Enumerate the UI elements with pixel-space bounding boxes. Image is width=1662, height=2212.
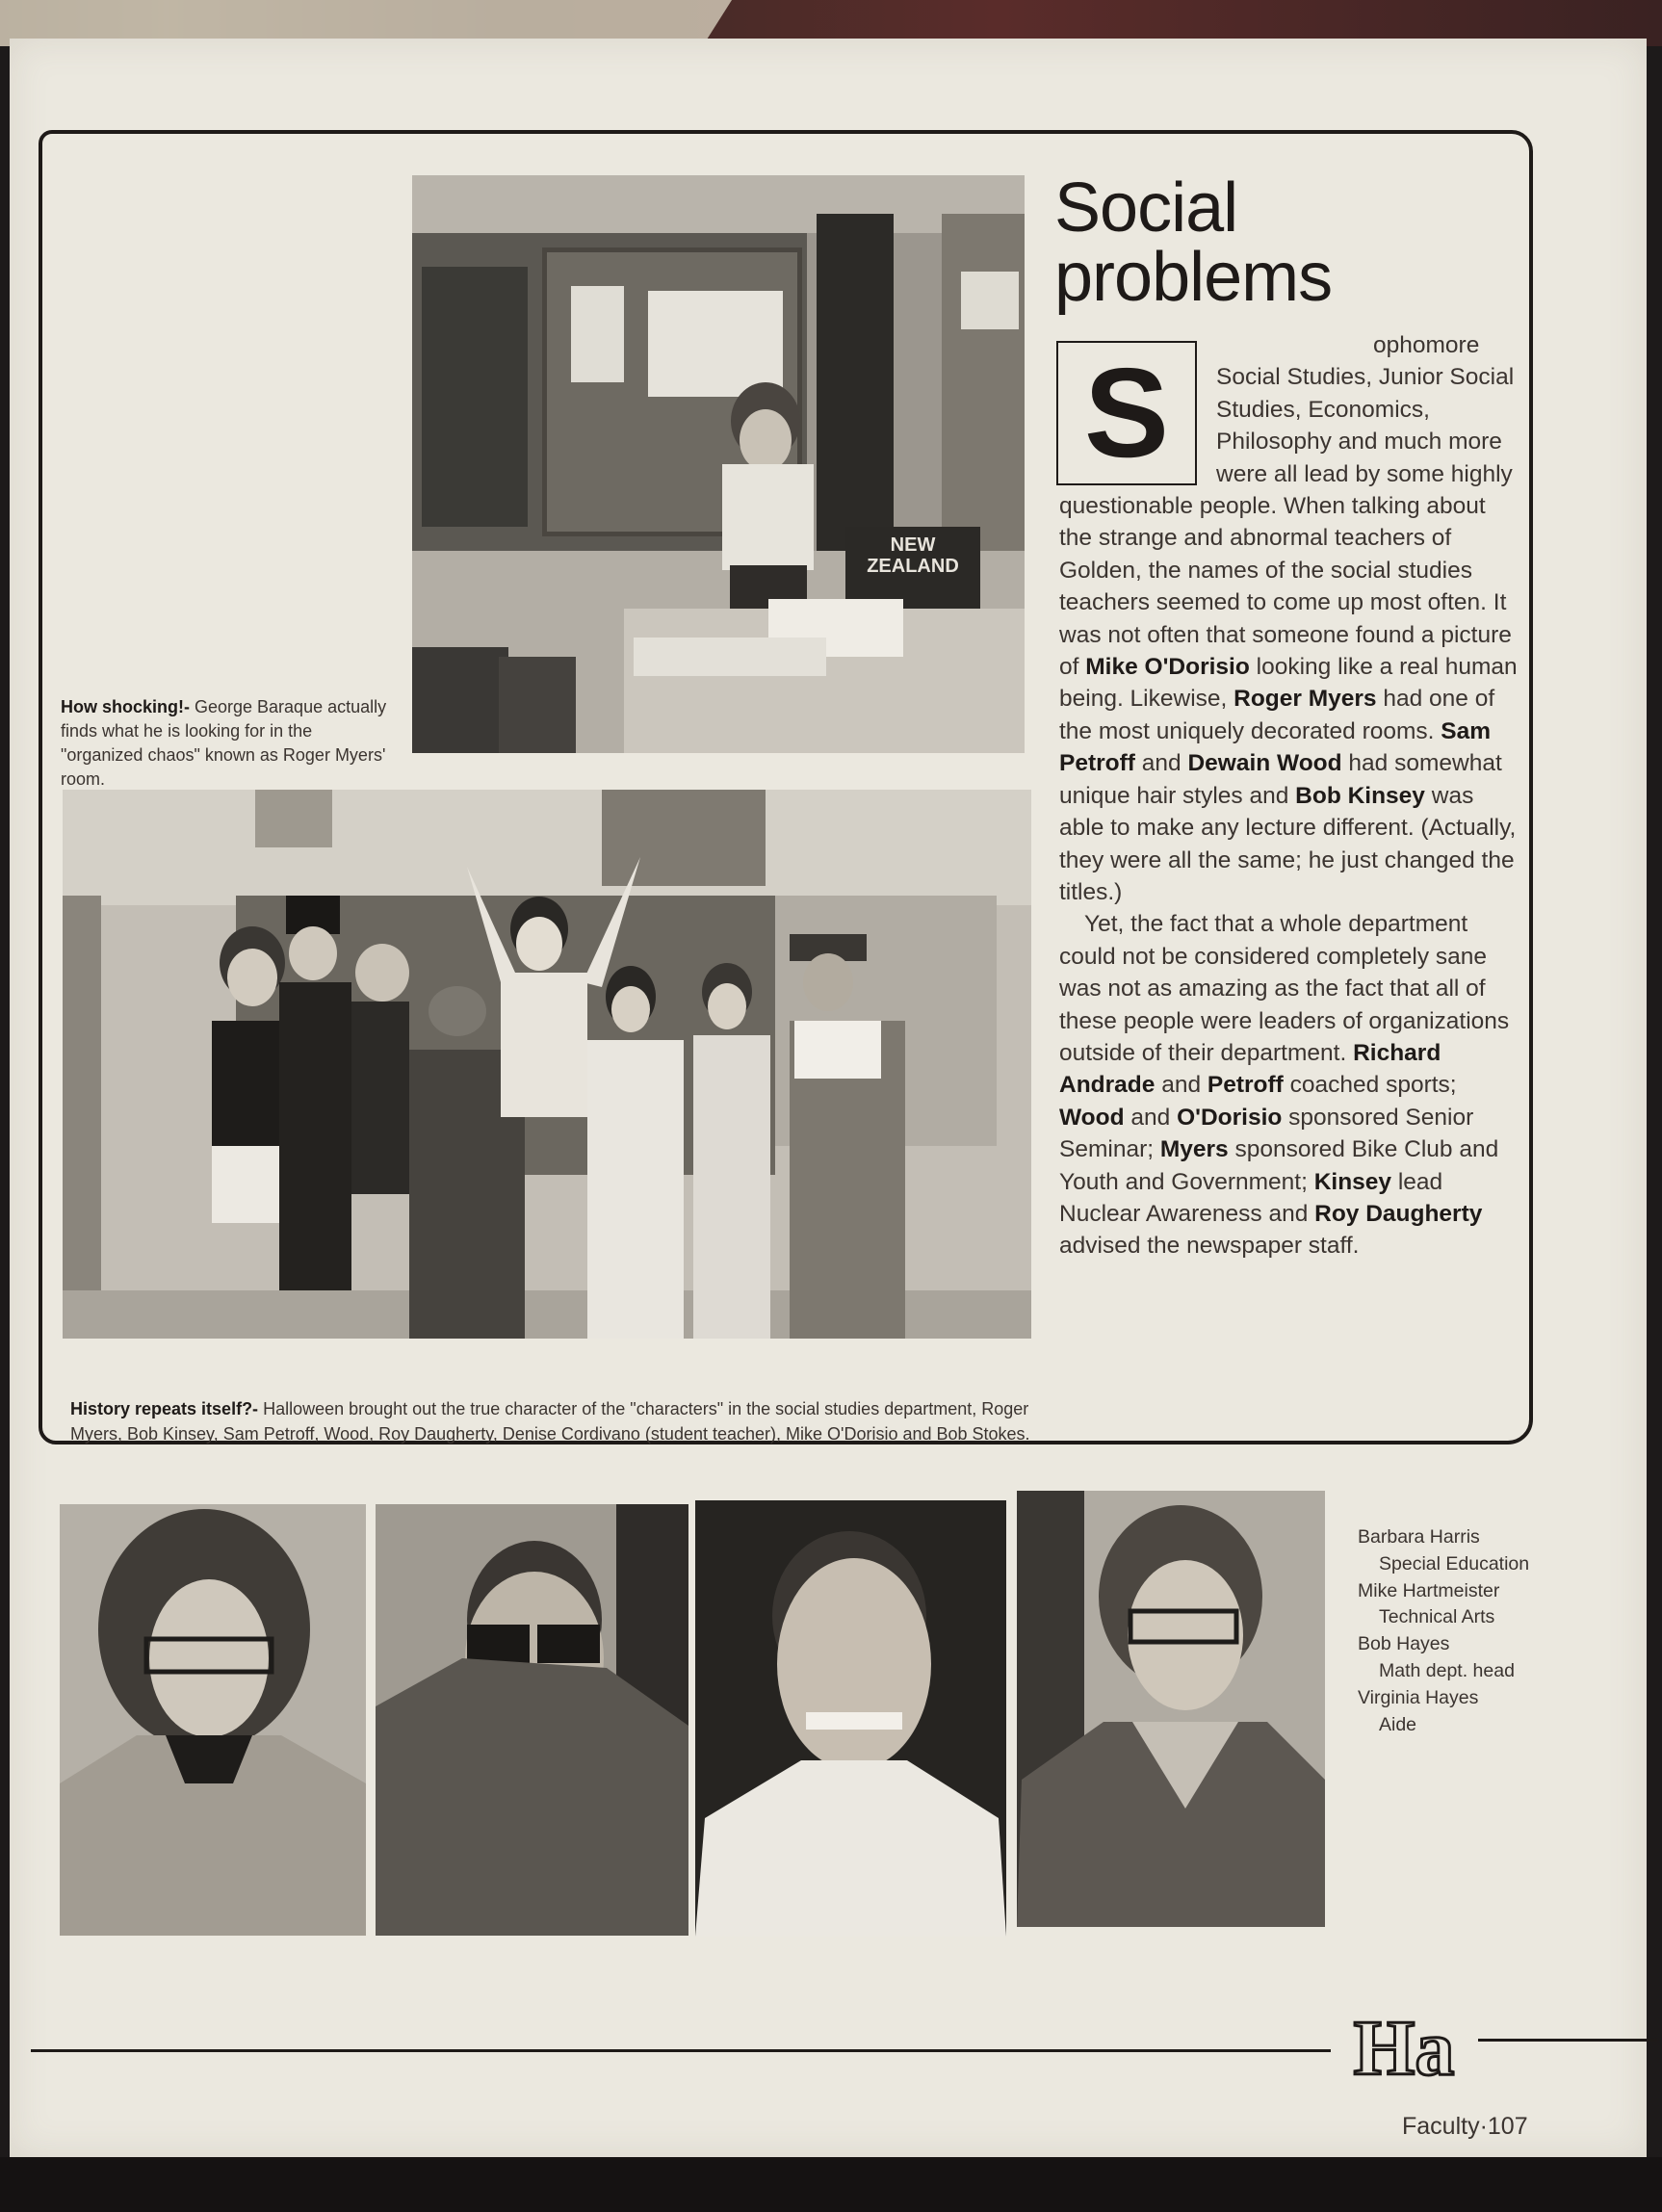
footer-rule: [31, 2049, 1331, 2052]
section-logo-ha: [1327, 2003, 1481, 2092]
portrait-name: Mike Hartmeister: [1358, 1579, 1500, 1601]
article-text: and: [1124, 1104, 1178, 1131]
article-text: sponsored Bike Club and Youth and Government;: [1059, 1136, 1499, 1195]
footer-rule-right: [1478, 2039, 1657, 2042]
drop-cap: S: [1056, 341, 1197, 485]
article-text: advised the newspaper staff.: [1059, 1233, 1360, 1260]
portrait-role: Aide: [1379, 1713, 1417, 1735]
article-text: Yet, the fact that a whole department could not be considered completely sane was not as amazing as the fact that all of these people were leaders of organizations outside of their department.: [1059, 911, 1510, 1066]
portrait-bob-hayes: [695, 1500, 1006, 1937]
caption-lead: How shocking!-: [61, 697, 190, 716]
svg-text:Ha: Ha: [1353, 2004, 1455, 2092]
name-bold: O'Dorisio: [1177, 1104, 1283, 1131]
halloween-caption: [70, 1396, 1043, 1446]
portrait-mike-hartmeister: [376, 1504, 688, 1936]
name-bold: Mike O'Dorisio: [1085, 654, 1250, 681]
article-text: had somewhat unique hair styles and: [1059, 750, 1502, 809]
name-bold: Wood: [1059, 1104, 1125, 1131]
classroom-photo: [412, 175, 1025, 753]
portrait-role: Technical Arts: [1379, 1606, 1495, 1628]
article-text: had one of the most uniquely decorated rooms.: [1059, 686, 1495, 744]
name-bold: Bob Kinsey: [1295, 782, 1425, 809]
article-paragraph-2: [1059, 908, 1521, 1262]
name-bold: Roy Daugherty: [1314, 1200, 1483, 1227]
svg-text:NEW: NEW: [890, 534, 936, 556]
svg-text:ZEALAND: ZEALAND: [867, 556, 959, 577]
article-text: ophomore Social Studies, Junior Social Studies, Economics, Philosophy and much more were all lead by some highly questionable people. When talking about the strange and abnormal teachers of Golden, the names of the social studies teachers seemed to come up most often. It was not often that someone found a picture of: [1059, 332, 1515, 681]
caption-text: George Baraque actually finds what he is looking for in the "organized chaos" known as Roger Myers' room.: [61, 697, 387, 789]
page-folio: Faculty·107: [1402, 2113, 1528, 2140]
halloween-group-photo: [63, 790, 1031, 1339]
article-text: and: [1155, 1072, 1208, 1099]
article-text: lead Nuclear Awareness and: [1059, 1168, 1443, 1227]
article-text: was able to make any lecture different. (Actually, they were all the same; he just changed the titles.): [1059, 782, 1517, 905]
name-bold: Myers: [1159, 1136, 1229, 1163]
yearbook-page: [10, 39, 1647, 2157]
background-bottom: [0, 2157, 1662, 2212]
portrait-name: Barbara Harris: [1358, 1526, 1480, 1548]
portrait-barbara-harris: [60, 1504, 366, 1936]
portrait-name: Virginia Hayes: [1358, 1686, 1479, 1708]
portrait-names: [1358, 1524, 1589, 1738]
article-text: coached sports;: [1283, 1072, 1457, 1099]
name-bold: Roger Myers: [1234, 686, 1377, 713]
caption-text: Halloween brought out the true character of the "characters" in the social studies department, Roger Myers, Bob Kinsey, Sam Petroff, Wood, Roy Daugherty, Denise Cordivano (student teacher), Mike O'Dorisio and Bob Stokes.: [70, 1399, 1030, 1444]
article-paragraph-1: [1059, 329, 1521, 908]
name-bold: Richard Andrade: [1059, 1039, 1441, 1099]
name-bold: Petroff: [1207, 1072, 1284, 1099]
portrait-name: Bob Hayes: [1358, 1633, 1450, 1655]
article-body: [1059, 329, 1521, 1262]
article-title: Social problems: [1054, 169, 1333, 316]
name-bold: Kinsey: [1313, 1168, 1392, 1195]
caption-lead: History repeats itself?-: [70, 1399, 259, 1418]
name-bold: Sam Petroff: [1059, 717, 1492, 777]
article-text: and: [1134, 750, 1188, 777]
name-bold: Dewain Wood: [1187, 750, 1342, 777]
portrait-role: Special Education: [1379, 1552, 1530, 1574]
portrait-role: Math dept. head: [1379, 1659, 1515, 1681]
classroom-caption: [61, 695, 398, 792]
article-text: sponsored Senior Seminar;: [1059, 1104, 1474, 1163]
article-text: looking like a real human being. Likewise,: [1059, 654, 1518, 713]
portrait-virginia-hayes: [1017, 1491, 1325, 1927]
